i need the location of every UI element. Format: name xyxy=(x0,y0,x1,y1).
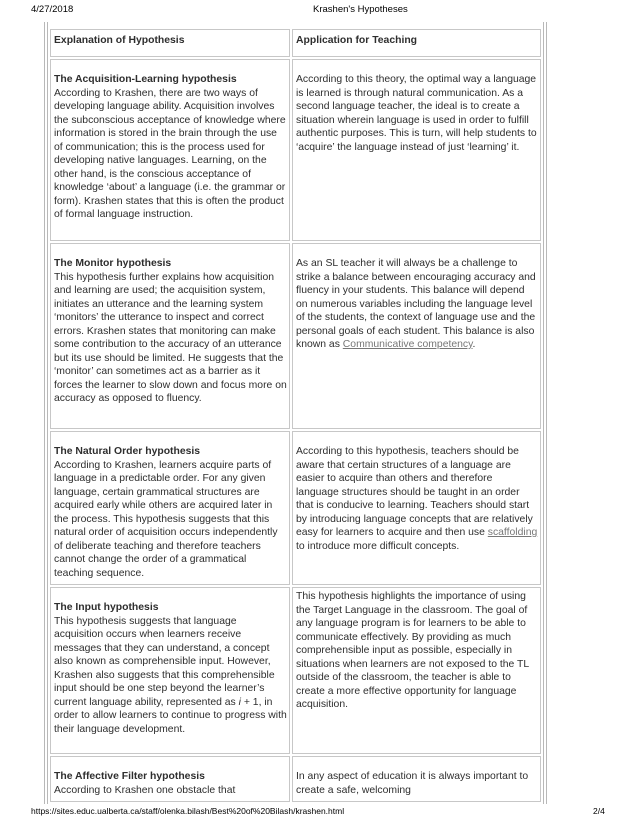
application-text: As an SL teacher it will always be a challenge to strike a balance between encouraging accuracy and fluency in your students. This balance will depend on numerous variables including the language level of the students, the context of language use and the personal goals of each student. This balance is also known as xyxy=(296,258,536,350)
print-header xyxy=(0,4,638,18)
explanation-text: This hypothesis suggests that language acquisition occurs when learners receive messages that they can understand, a concept also known as comprehensible input. However, Krashen also suggests that this comprehensible input should be one step beyond the learner’s current language ability, represented as xyxy=(54,615,275,708)
explanation-text-end: + 1, in order to allow learners to continue to progress with their language development. xyxy=(54,696,287,735)
hypothesis-title: The Acquisition-Learning hypothesis xyxy=(54,74,237,85)
application-cell xyxy=(292,587,541,754)
hypothesis-explanation: According to Krashen one obstacle that xyxy=(54,784,236,796)
hypothesis-explanation: According to Krashen, there are two ways of developing language ability. Acquisition involves the subconscious acceptance of knowledge where information is stored in the brain through the use of communication; this is the process used for developing native languages. Learning, on the other hand, is the conscious acceptance of knowledge ‘about’ a language (i.e. the grammar or form). Krashen states that this is often the product of formal language instruction. xyxy=(54,87,286,220)
application-cell xyxy=(292,431,541,585)
hypothesis-title: The Affective Filter hypothesis xyxy=(54,771,205,782)
table-header-row xyxy=(50,29,541,57)
scaffolding-link[interactable]: scaffolding xyxy=(487,527,538,538)
hypothesis-title: The Input hypothesis xyxy=(54,602,159,613)
frame-border-right-outer xyxy=(546,22,547,804)
application-cell xyxy=(292,756,541,802)
teaching-application xyxy=(296,257,538,352)
print-date: 4/27/2018 xyxy=(31,4,74,15)
print-url: https://sites.educ.ualberta.ca/staff/olenka.bilash/Best%20of%20Bilash/krashen.html xyxy=(31,806,345,816)
column-header-application: Application for Teaching xyxy=(292,29,541,57)
teaching-application: This hypothesis highlights the importance of using the Target Language in the classroom. The goal of any language program is for learners to be able to communicate effectively. By providing as much comprehensible input as possible, especially in situations when learners are not exposed to the TL outside of the classroom, the teacher is able to create a more effective opportunity for language acquisition. xyxy=(296,591,529,710)
print-page-title: Krashen's Hypotheses xyxy=(313,4,408,15)
explanation-cell xyxy=(50,431,290,585)
teaching-application: In any aspect of education it is always important to create a safe, welcoming xyxy=(296,771,529,796)
hypothesis-explanation xyxy=(54,615,287,737)
table-row xyxy=(50,431,541,585)
table-row xyxy=(50,756,541,802)
frame-border-right-inner xyxy=(543,22,544,804)
explanation-cell xyxy=(50,59,290,241)
hypothesis-explanation: According to Krashen, learners acquire parts of language in a predictable order. For any given language, certain grammatical structures are acquired early while others are acquired later in the process. This hypothesis suggests that this natural order of acquisition occurs independently of deliberate teaching and therefore teachers cannot change the order of a grammatical teaching sequence. xyxy=(54,459,278,579)
hypothesis-title: The Monitor hypothesis xyxy=(54,258,172,269)
table-row xyxy=(50,243,541,429)
explanation-cell xyxy=(50,587,290,754)
print-footer xyxy=(0,806,638,820)
table-row xyxy=(50,59,541,241)
communicative-competency-link[interactable]: Communicative competency xyxy=(342,339,473,350)
application-text: According to this hypothesis, teachers should be aware that certain structures of a language are easier to acquire than others and therefore language structures should be taught in an order that is conducive to learning. Teachers should start by introducing language concepts that are relatively easy for learners to acquire and then use xyxy=(296,446,533,538)
application-cell xyxy=(292,243,541,429)
explanation-italic-i: i xyxy=(238,696,241,708)
application-text-end: to introduce more difficult concepts. xyxy=(296,540,460,552)
application-text-end: . xyxy=(472,339,476,350)
frame-border-left-outer xyxy=(44,22,45,804)
page-number: 2/4 xyxy=(593,806,605,816)
hypotheses-table xyxy=(48,27,543,804)
explanation-cell xyxy=(50,756,290,802)
hypothesis-explanation: This hypothesis further explains how acquisition and learning are used; the acquisition system, initiates an utterance and the learning system ‘monitors’ the utterance to inspect and correct errors. Krashen states that monitoring can make some contribution to the accuracy of an utterance but its use should be limited. He suggests that the ‘monitor’ can sometimes act as a barrier as it forces the learner to slow down and focus more on accuracy as opposed to fluency. xyxy=(54,271,287,404)
teaching-application: According to this theory, the optimal way a language is learned is through natural communication. As a second language teacher, the ideal is to create a situation wherein language is used in order to fulfill authentic purposes. This is turn, will help students to ‘acquire’ the language instead of just ‘learning’ it. xyxy=(296,74,537,153)
column-header-explanation: Explanation of Hypothesis xyxy=(50,29,290,57)
hypothesis-title: The Natural Order hypothesis xyxy=(54,446,201,457)
explanation-cell xyxy=(50,243,290,429)
application-cell xyxy=(292,59,541,241)
table-row xyxy=(50,587,541,754)
teaching-application xyxy=(296,445,538,553)
